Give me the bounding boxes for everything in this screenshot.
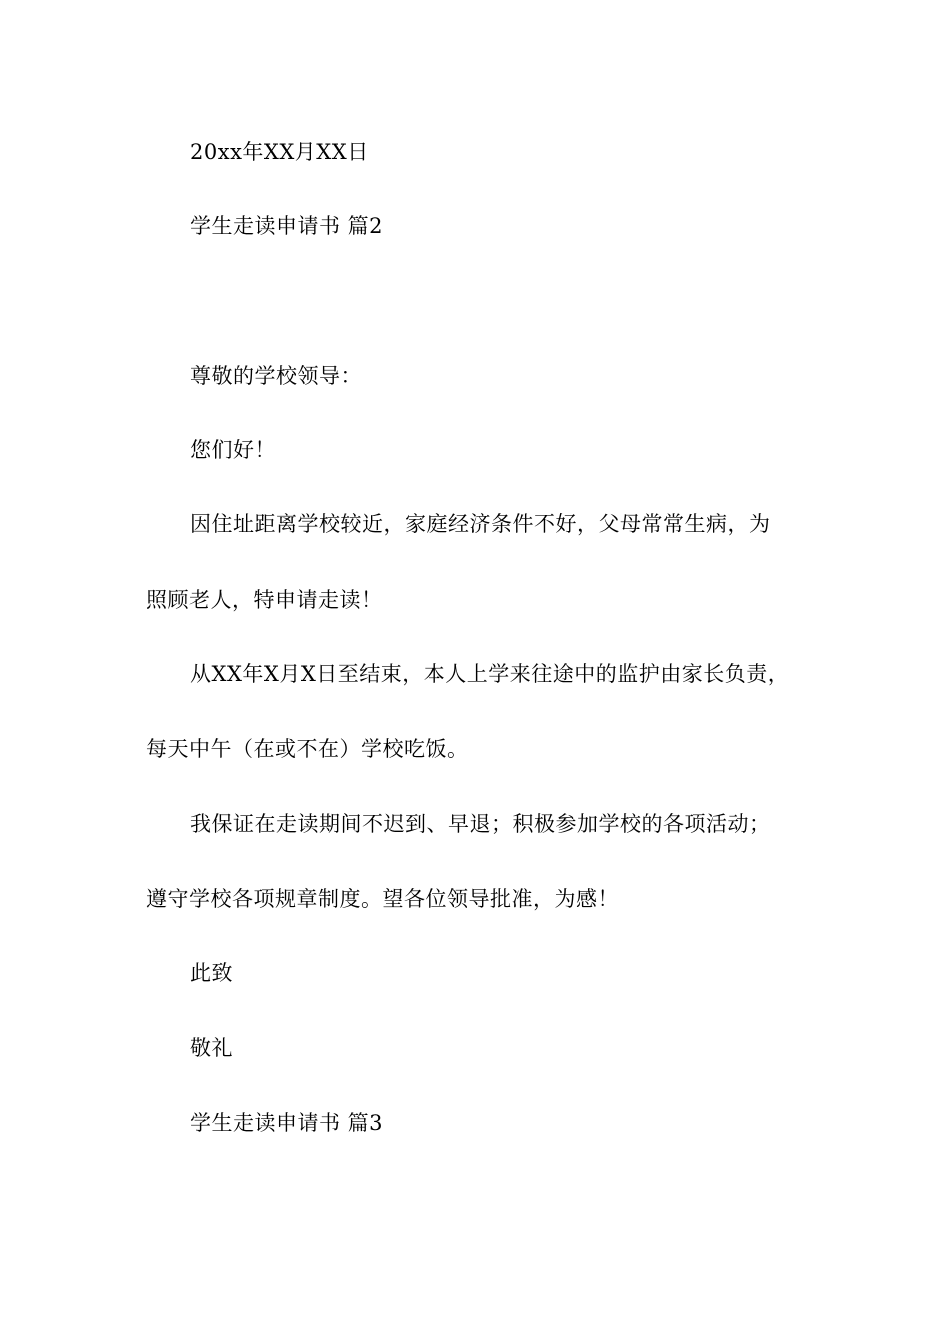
paragraph-1-line-1: 因住址距离学校较近，家庭经济条件不好，父母常常生病，为	[190, 512, 771, 536]
section-title-3: 学生走读申请书 篇3	[190, 1111, 384, 1135]
salutation: 尊敬的学校领导：	[190, 364, 362, 388]
closing-1: 此致	[190, 961, 233, 985]
paragraph-3-line-1: 我保证在走读期间不迟到、早退；积极参加学校的各项活动；	[190, 812, 771, 836]
paragraph-2-line-1: 从XX年X月X日至结束，本人上学来往途中的监护由家长负责，	[190, 662, 790, 686]
greeting: 您们好！	[190, 438, 276, 462]
paragraph-3-line-2: 遵守学校各项规章制度。望各位领导批准，为感！	[146, 887, 619, 911]
paragraph-2-line-2: 每天中午（在或不在）学校吃饭。	[146, 737, 469, 761]
closing-2: 敬礼	[190, 1036, 233, 1060]
date-line: 20xx年XX月XX日	[190, 140, 369, 164]
section-title-2: 学生走读申请书 篇2	[190, 214, 384, 238]
paragraph-1-line-2: 照顾老人，特申请走读！	[146, 588, 383, 612]
